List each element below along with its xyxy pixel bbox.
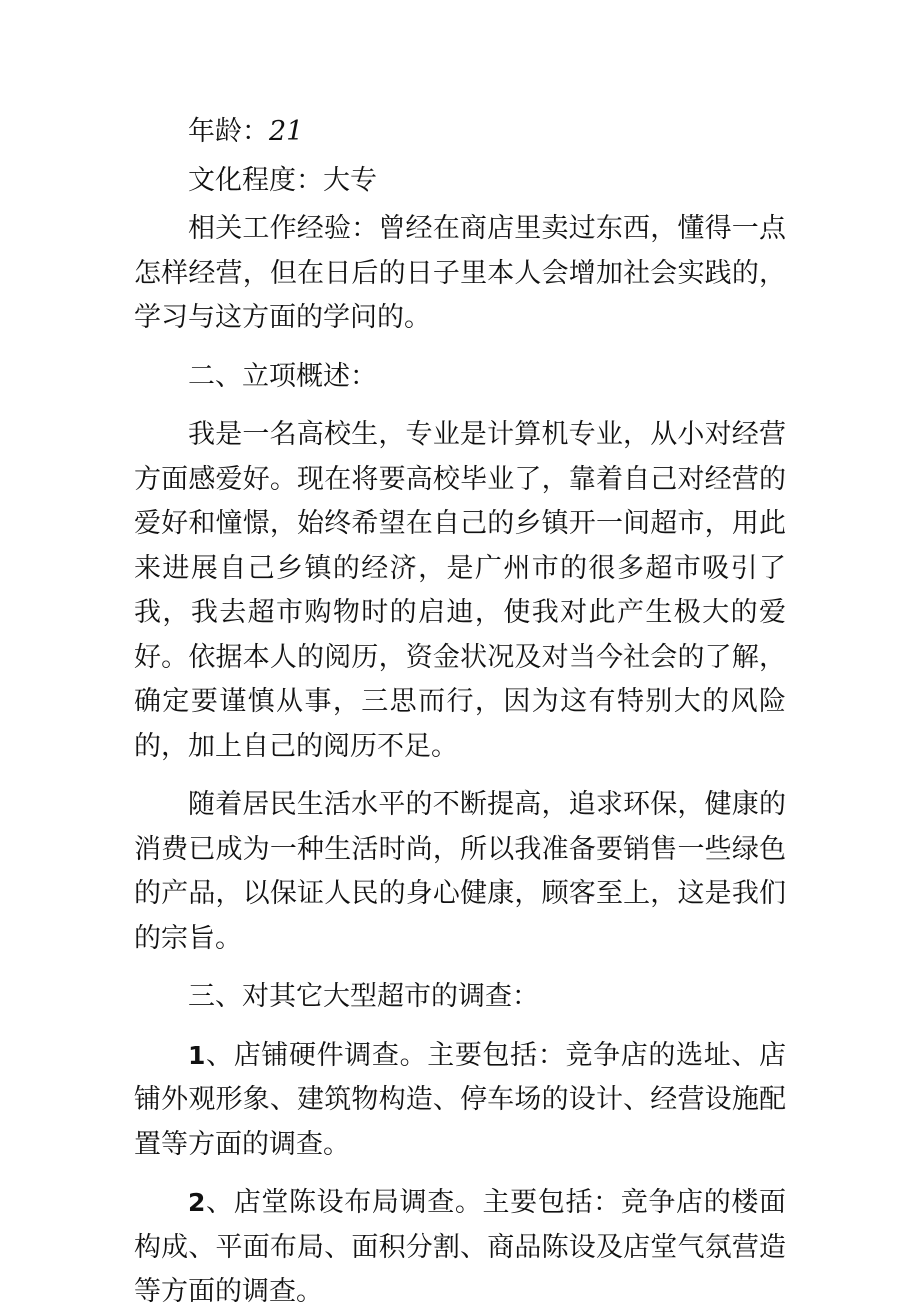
survey-item-1-text: 、店铺硬件调查。主要包括：竞争店的选址、店铺外观形象、建筑物构造、停车场的设计、经营设施配置等方面的调查。 xyxy=(134,1039,786,1160)
section-2-heading: 二、立项概述： xyxy=(188,360,377,392)
age-line xyxy=(134,110,786,155)
intro-paragraph: 我是一名高校生，专业是计算机专业，从小对经营方面感爱好。现在将要高校毕业了，靠着自己对经营的爱好和憧憬，始终希望在自己的乡镇开一间超市，用此来进展自己乡镇的经济，是广州市的很多超市吸引了我，我去超市购物时的启迪，使我对此产生极大的爱好。依据本人的阅历，资金状况及对当今社会的了解，确定要谨慎从事，三思而行，因为这有特别大的风险的，加上自己的阅历不足。 xyxy=(134,419,786,762)
age-label: 年龄： xyxy=(188,116,269,147)
experience-paragraph: 相关工作经验：曾经在商店里卖过东西，懂得一点怎样经营，但在日后的日子里本人会增加社会实践的，学习与这方面的学问的。 xyxy=(134,213,786,333)
survey-item-2-number: 2 xyxy=(188,1188,206,1217)
section-3-heading: 三、对其它大型超市的调查： xyxy=(188,981,539,1012)
survey-item-1-number: 1 xyxy=(188,1040,206,1070)
education-line: 文化程度：大专 xyxy=(188,164,377,196)
age-value: 21 xyxy=(269,116,304,147)
green-products-paragraph: 随着居民生活水平的不断提高，追求环保，健康的消费已成为一种生活时尚，所以我准备要销售一些绿色的产品，以保证人民的身心健康，顾客至上，这是我们的宗旨。 xyxy=(134,789,786,954)
document-body xyxy=(134,110,786,1315)
survey-item-2-text: 、店堂陈设布局调查。主要包括：竞争店的楼面构成、平面布局、面积分割、商品陈设及店堂气氛营造等方面的调查。 xyxy=(134,1187,786,1307)
survey-item-1 xyxy=(134,1034,786,1168)
survey-item-2 xyxy=(134,1181,786,1315)
